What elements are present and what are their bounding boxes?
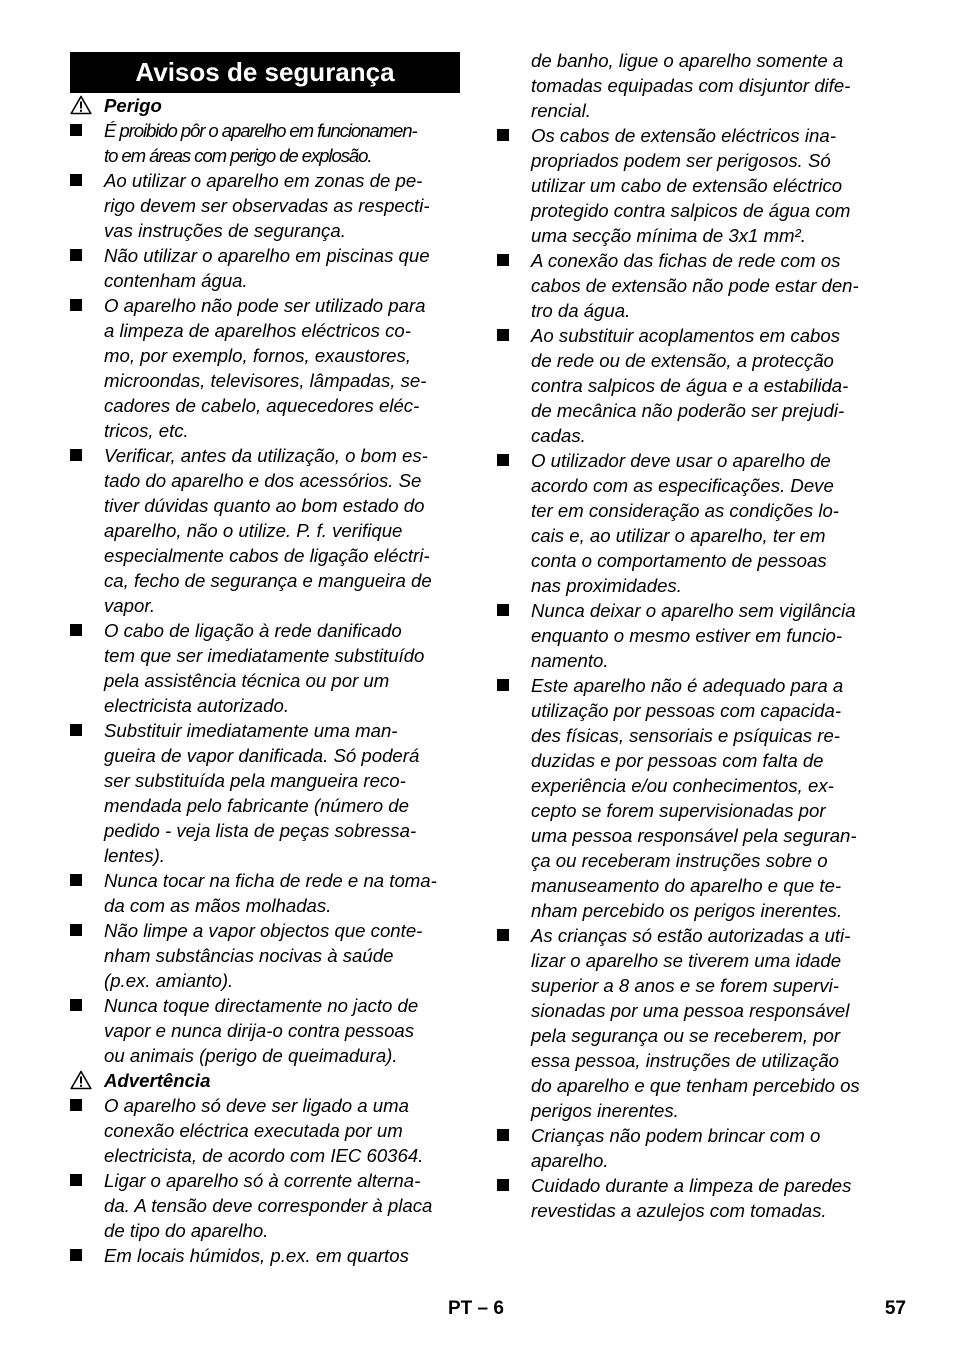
- text-line: [70, 193, 460, 218]
- text-line: [497, 373, 889, 398]
- text-line: [497, 823, 889, 848]
- line-text: mo, por exemplo, fornos, exaustores,: [104, 345, 411, 366]
- line-text: de banho, ligue o aparelho somente a: [531, 50, 844, 71]
- list-item: [70, 118, 460, 143]
- line-text: tro da água.: [531, 300, 631, 321]
- bullet-square-icon: [70, 999, 82, 1011]
- subsection-heading: [70, 93, 460, 118]
- line-text: microondas, televisores, lâmpadas, se-: [104, 370, 427, 391]
- line-text: uma secção mínima de 3x1 mm².: [531, 225, 806, 246]
- text-line: [497, 798, 889, 823]
- text-line: [497, 148, 889, 173]
- line-text: pela segurança ou se receberem, por: [531, 1025, 841, 1046]
- list-item: [70, 293, 460, 318]
- line-text: nham substâncias nocivas à saúde: [104, 945, 394, 966]
- text-line: [497, 398, 889, 423]
- line-text: O utilizador deve usar o aparelho de: [531, 450, 831, 471]
- line-text: de tipo do aparelho.: [104, 1220, 269, 1241]
- left-column-lines: [70, 93, 460, 1268]
- bullet-square-icon: [497, 129, 509, 141]
- line-text: electricista autorizado.: [104, 695, 289, 716]
- line-text: Este aparelho não é adequado para a: [531, 675, 844, 696]
- line-text: perigos inerentes.: [531, 1100, 679, 1121]
- line-text: experiência e/ou conhecimentos, ex-: [531, 775, 834, 796]
- line-text: cadores de cabelo, aquecedores eléc-: [104, 395, 420, 416]
- page-footer: [0, 1298, 954, 1322]
- line-text: superior a 8 anos e se forem supervi-: [531, 975, 839, 996]
- footer-section-label: PT – 6: [448, 1298, 504, 1319]
- bullet-square-icon: [497, 679, 509, 691]
- text-line: [497, 1023, 889, 1048]
- line-text: ser substituída pela mangueira reco-: [104, 770, 406, 791]
- text-line: [497, 998, 889, 1023]
- text-line: [497, 1073, 889, 1098]
- text-line: [497, 298, 889, 323]
- right-column-lines: [497, 48, 889, 1223]
- line-text: da. A tensão deve corresponder à placa: [104, 1195, 433, 1216]
- line-text: Cuidado durante a limpeza de paredes: [531, 1175, 852, 1196]
- text-line: [497, 748, 889, 773]
- text-line: [497, 198, 889, 223]
- line-text: rigo devem ser observadas as respecti-: [104, 195, 430, 216]
- line-text: to em áreas com perigo de explosão.: [104, 145, 372, 166]
- text-line: [70, 468, 460, 493]
- line-text: uma pessoa responsável pela seguran-: [531, 825, 857, 846]
- line-text: O cabo de ligação à rede danificado: [104, 620, 402, 641]
- text-line: [497, 523, 889, 548]
- text-line: [70, 568, 460, 593]
- line-text: Advertência: [104, 1070, 211, 1091]
- text-line: [70, 493, 460, 518]
- text-line: [497, 98, 889, 123]
- line-text: lizar o aparelho se tiverem uma idade: [531, 950, 842, 971]
- text-line: [497, 848, 889, 873]
- bullet-square-icon: [70, 924, 82, 936]
- line-text: ça ou receberam instruções sobre o: [531, 850, 828, 871]
- line-text: nham percebido os perigos inerentes.: [531, 900, 843, 921]
- line-text: A conexão das fichas de rede com os: [531, 250, 841, 271]
- line-text: utilizar um cabo de extensão eléctrico: [531, 175, 843, 196]
- line-text: manuseamento do aparelho e que te-: [531, 875, 842, 896]
- text-line: [497, 498, 889, 523]
- text-line: [497, 648, 889, 673]
- line-text: Crianças não podem brincar com o: [531, 1125, 821, 1146]
- line-text: essa pessoa, instruções de utilização: [531, 1050, 840, 1071]
- line-text: aparelho, não o utilize. P. f. verifique: [104, 520, 403, 541]
- line-text: rencial.: [531, 100, 591, 121]
- line-text: pedido - veja lista de peças sobressa-: [104, 820, 417, 841]
- line-text: de mecânica não poderão ser prejudi-: [531, 400, 845, 421]
- line-text: tem que ser imediatamente substituído: [104, 645, 425, 666]
- text-line: [497, 773, 889, 798]
- bullet-square-icon: [497, 929, 509, 941]
- list-item: [497, 248, 889, 273]
- text-line: [70, 643, 460, 668]
- list-item: [497, 923, 889, 948]
- bullet-square-icon: [497, 454, 509, 466]
- text-line: [70, 818, 460, 843]
- text-line: [497, 1048, 889, 1073]
- line-text: duzidas e por pessoas com falta de: [531, 750, 824, 771]
- line-text: protegido contra salpicos de água com: [531, 200, 851, 221]
- line-text: cepto se forem supervisionadas por: [531, 800, 826, 821]
- text-line: [497, 1148, 889, 1173]
- text-line: [70, 593, 460, 618]
- line-text: Não utilizar o aparelho em piscinas que: [104, 245, 430, 266]
- list-item: [70, 618, 460, 643]
- list-item: [497, 598, 889, 623]
- line-text: de rede ou de extensão, a protecção: [531, 350, 834, 371]
- list-item: [497, 673, 889, 698]
- line-text: tado do aparelho e dos acessórios. Se: [104, 470, 422, 491]
- text-line: [70, 793, 460, 818]
- text-line: [497, 1198, 889, 1223]
- text-line: [70, 768, 460, 793]
- line-text: Ao substituir acoplamentos em cabos: [531, 325, 841, 346]
- bullet-square-icon: [70, 624, 82, 636]
- line-text: vas instruções de segurança.: [104, 220, 346, 241]
- line-text: cabos de extensão não pode estar den-: [531, 275, 859, 296]
- line-text: conta o comportamento de pessoas: [531, 550, 827, 571]
- text-line: [70, 318, 460, 343]
- line-text: Em locais húmidos, p.ex. em quartos: [104, 1245, 409, 1266]
- line-text: tomadas equipadas com disjuntor dife-: [531, 75, 851, 96]
- text-line: [497, 873, 889, 898]
- bullet-square-icon: [70, 1174, 82, 1186]
- line-text: ou animais (perigo de queimadura).: [104, 1045, 398, 1066]
- list-item: [497, 1173, 889, 1198]
- line-text: da com as mãos molhadas.: [104, 895, 332, 916]
- line-text: O aparelho só deve ser ligado a uma: [104, 1095, 409, 1116]
- line-text: contra salpicos de água e a estabilida-: [531, 375, 849, 396]
- subsection-heading: [70, 1068, 460, 1093]
- text-line: [70, 1218, 460, 1243]
- line-text: Verificar, antes da utilização, o bom es-: [104, 445, 428, 466]
- warning-triangle-icon: [70, 1070, 92, 1090]
- list-item: [70, 168, 460, 193]
- text-line: [70, 1193, 460, 1218]
- line-text: vapor.: [104, 595, 155, 616]
- line-text: gueira de vapor danificada. Só poderá: [104, 745, 420, 766]
- text-line: [497, 223, 889, 248]
- bullet-square-icon: [70, 449, 82, 461]
- text-line: [70, 668, 460, 693]
- text-line: [70, 543, 460, 568]
- list-item: [497, 123, 889, 148]
- line-text: propriados podem ser perigosos. Só: [531, 150, 831, 171]
- text-line: [497, 623, 889, 648]
- bullet-square-icon: [70, 1099, 82, 1111]
- line-text: enquanto o mesmo estiver em funcio-: [531, 625, 843, 646]
- line-text: electricista, de acordo com IEC 60364.: [104, 1145, 424, 1166]
- bullet-square-icon: [497, 1179, 509, 1191]
- text-line: [497, 173, 889, 198]
- list-item: [497, 323, 889, 348]
- text-line: [497, 423, 889, 448]
- line-text: namento.: [531, 650, 609, 671]
- line-text: des físicas, sensoriais e psíquicas re-: [531, 725, 840, 746]
- list-item: [70, 993, 460, 1018]
- line-text: ter em consideração as condições lo-: [531, 500, 839, 521]
- line-text: a limpeza de aparelhos eléctricos co-: [104, 320, 411, 341]
- line-text: utilização por pessoas com capacida-: [531, 700, 842, 721]
- line-text: cadas.: [531, 425, 586, 446]
- list-item: [497, 448, 889, 473]
- line-text: sionadas por uma pessoa responsável: [531, 1000, 850, 1021]
- line-text: do aparelho e que tenham percebido os: [531, 1075, 860, 1096]
- line-text: aparelho.: [531, 1150, 609, 1171]
- line-text: O aparelho não pode ser utilizado para: [104, 295, 426, 316]
- line-text: revestidas a azulejos com tomadas.: [531, 1200, 827, 1221]
- text-line: [497, 473, 889, 498]
- text-line: [70, 1043, 460, 1068]
- section-title: Avisos de segurança: [70, 52, 460, 93]
- text-line: [497, 898, 889, 923]
- line-text: especialmente cabos de ligação eléctri-: [104, 545, 430, 566]
- bullet-square-icon: [497, 329, 509, 341]
- line-text: nas proximidades.: [531, 575, 682, 596]
- line-text: pela assistência técnica ou por um: [104, 670, 390, 691]
- bullet-square-icon: [497, 1129, 509, 1141]
- text-line: [70, 393, 460, 418]
- list-item: [497, 1123, 889, 1148]
- right-column: [497, 48, 889, 1223]
- text-line: [70, 418, 460, 443]
- text-line: [70, 518, 460, 543]
- list-item: [70, 1168, 460, 1193]
- line-text: tricos, etc.: [104, 420, 189, 441]
- bullet-square-icon: [497, 254, 509, 266]
- text-line: [497, 948, 889, 973]
- line-text: Nunca tocar na ficha de rede e na toma-: [104, 870, 437, 891]
- bullet-square-icon: [70, 299, 82, 311]
- line-text: Nunca deixar o aparelho sem vigilância: [531, 600, 856, 621]
- list-item: [70, 243, 460, 268]
- bullet-square-icon: [70, 1249, 82, 1261]
- line-text: Não limpe a vapor objectos que conte-: [104, 920, 423, 941]
- text-line: [497, 48, 889, 73]
- line-text: contenham água.: [104, 270, 248, 291]
- line-text: acordo com as especificações. Deve: [531, 475, 834, 496]
- text-line: [70, 693, 460, 718]
- bullet-square-icon: [70, 874, 82, 886]
- line-text: mendada pelo fabricante (número de: [104, 795, 409, 816]
- list-item: [70, 1243, 460, 1268]
- line-text: Ligar o aparelho só à corrente alterna-: [104, 1170, 421, 1191]
- line-text: lentes).: [104, 845, 165, 866]
- bullet-square-icon: [70, 724, 82, 736]
- line-text: As crianças só estão autorizadas a uti-: [531, 925, 851, 946]
- line-text: (p.ex. amianto).: [104, 970, 234, 991]
- text-line: [497, 348, 889, 373]
- text-line: [497, 723, 889, 748]
- text-line: [497, 698, 889, 723]
- text-line: [70, 1143, 460, 1168]
- text-line: [70, 218, 460, 243]
- line-text: Substituir imediatamente uma man-: [104, 720, 398, 741]
- bullet-square-icon: [70, 124, 82, 136]
- list-item: [70, 443, 460, 468]
- list-item: [70, 918, 460, 943]
- text-line: [497, 1098, 889, 1123]
- text-line: [70, 1118, 460, 1143]
- text-line: [70, 893, 460, 918]
- line-text: Nunca toque directamente no jacto de: [104, 995, 419, 1016]
- line-text: Perigo: [104, 95, 162, 116]
- bullet-square-icon: [497, 604, 509, 616]
- line-text: Ao utilizar o aparelho em zonas de pe-: [104, 170, 423, 191]
- list-item: [70, 1093, 460, 1118]
- page-number: 57: [884, 1298, 906, 1319]
- text-line: [497, 548, 889, 573]
- text-line: [70, 268, 460, 293]
- text-line: [497, 73, 889, 98]
- text-line: [70, 843, 460, 868]
- line-text: conexão eléctrica executada por um: [104, 1120, 403, 1141]
- text-line: [70, 143, 460, 168]
- text-line: [70, 743, 460, 768]
- text-line: [70, 968, 460, 993]
- text-line: [497, 973, 889, 998]
- text-line: [70, 943, 460, 968]
- line-text: tiver dúvidas quanto ao bom estado do: [104, 495, 425, 516]
- line-text: ca, fecho de segurança e mangueira de: [104, 570, 432, 591]
- text-line: [70, 368, 460, 393]
- list-item: [70, 718, 460, 743]
- text-line: [497, 273, 889, 298]
- line-text: vapor e nunca dirija-o contra pessoas: [104, 1020, 415, 1041]
- line-text: É proibido pôr o aparelho em funcionamen-: [104, 120, 417, 141]
- line-text: cais e, ao utilizar o aparelho, ter em: [531, 525, 826, 546]
- text-line: [70, 343, 460, 368]
- line-text: Os cabos de extensão eléctricos ina-: [531, 125, 836, 146]
- bullet-square-icon: [70, 249, 82, 261]
- bullet-square-icon: [70, 174, 82, 186]
- list-item: [70, 868, 460, 893]
- text-line: [70, 1018, 460, 1043]
- warning-triangle-icon: [70, 95, 92, 115]
- text-line: [497, 573, 889, 598]
- left-column: [70, 48, 460, 1268]
